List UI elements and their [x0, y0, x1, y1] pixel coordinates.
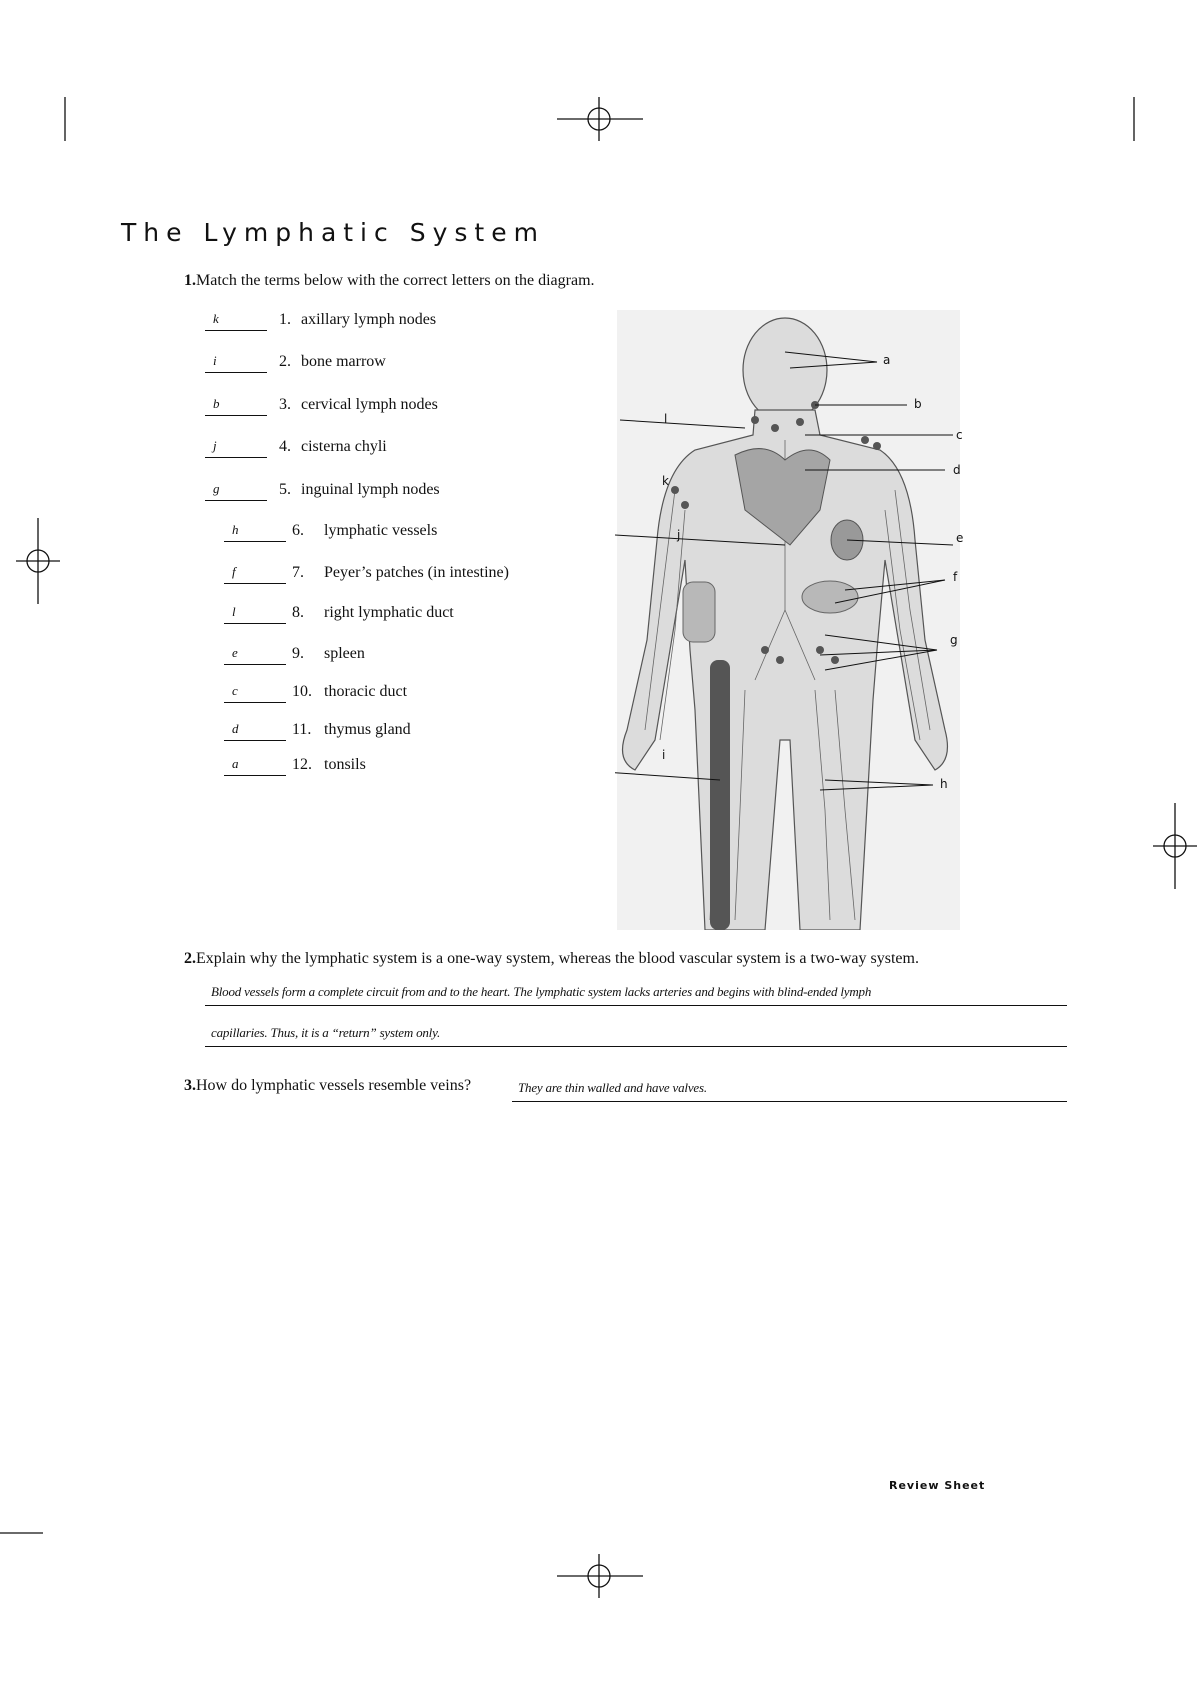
diagram-label-k: k [662, 474, 669, 488]
match-item [224, 683, 644, 705]
item-term: thoracic duct [324, 683, 408, 700]
answer-blank[interactable]: a [224, 756, 286, 776]
diagram-label-i: i [662, 748, 666, 762]
question-prompt: Match the terms below with the correct letters on the diagram. [196, 272, 595, 289]
answer-blank[interactable]: k [205, 311, 267, 331]
item-number: 3. [279, 396, 291, 413]
femur-bone [710, 660, 730, 930]
intestine [802, 581, 858, 613]
diagram-label-g: g [950, 633, 958, 647]
question-number: 2. [184, 950, 196, 967]
item-term: thymus gland [324, 721, 411, 738]
diagram-label-l: l [664, 412, 668, 426]
question-prompt: How do lymphatic vessels resemble veins? [196, 1077, 472, 1094]
colon [683, 582, 715, 642]
item-term: tonsils [324, 756, 366, 773]
item-term: spleen [324, 645, 365, 662]
match-item [205, 438, 625, 460]
item-number: 9. [292, 645, 304, 662]
registration-mark-bottom [557, 1554, 643, 1598]
match-item [205, 481, 625, 503]
answer-line-q2-2[interactable]: capillaries. Thus, it is a “return” system only. [205, 1025, 1067, 1047]
footer-review-sheet: Review Sheet [889, 1479, 986, 1492]
answer-blank[interactable]: f [224, 564, 286, 584]
answer-blank[interactable]: l [224, 604, 286, 624]
answer-blank[interactable]: e [224, 645, 286, 665]
item-number: 7. [292, 564, 304, 581]
diagram-label-d: d [953, 463, 961, 477]
answer-blank[interactable]: i [205, 353, 267, 373]
item-term: cervical lymph nodes [301, 396, 438, 413]
diagram-label-b: b [914, 397, 922, 411]
item-number: 11. [292, 721, 312, 738]
match-item [224, 522, 644, 544]
diagram-label-j: j [677, 528, 681, 542]
item-term: cisterna chyli [301, 438, 387, 455]
question-1 [184, 272, 595, 290]
page-title: The Lymphatic System [121, 218, 545, 247]
item-number: 4. [279, 438, 291, 455]
answer-blank[interactable]: j [205, 438, 267, 458]
item-number: 6. [292, 522, 304, 539]
item-number: 2. [279, 353, 291, 370]
registration-mark-left [16, 518, 60, 604]
diagram-label-e: e [956, 531, 964, 545]
match-item [205, 396, 625, 418]
answer-blank[interactable]: g [205, 481, 267, 501]
question-prompt: Explain why the lymphatic system is a one-way system, whereas the blood vascular system is a two-way system. [196, 950, 919, 967]
answer-blank[interactable]: c [224, 683, 286, 703]
item-term: right lymphatic duct [324, 604, 454, 621]
answer-blank[interactable]: h [224, 522, 286, 542]
item-number: 10. [292, 683, 312, 700]
match-item [224, 604, 644, 626]
question-number: 1. [184, 272, 196, 289]
question-number: 3. [184, 1077, 196, 1094]
match-item [205, 311, 625, 333]
match-item [205, 353, 625, 375]
item-number: 5. [279, 481, 291, 498]
diagram-label-f: f [953, 570, 958, 584]
item-term: axillary lymph nodes [301, 311, 437, 328]
diagram-label-h: h [940, 777, 948, 791]
item-term: bone marrow [301, 353, 386, 370]
item-term: lymphatic vessels [324, 522, 438, 539]
registration-mark-right [1153, 803, 1197, 889]
lymphatic-system-diagram [615, 310, 965, 930]
diagram-label-c: c [956, 428, 963, 442]
match-item [224, 756, 644, 778]
question-3 [184, 1077, 471, 1095]
match-item [224, 564, 644, 586]
match-item [224, 721, 644, 743]
diagram-label-a: a [883, 353, 891, 367]
answer-blank[interactable]: d [224, 721, 286, 741]
item-number: 1. [279, 311, 291, 328]
registration-mark-top [557, 97, 643, 141]
question-2 [184, 950, 919, 968]
item-number: 12. [292, 756, 312, 773]
item-term: Peyer’s patches (in intestine) [324, 564, 509, 581]
match-item [224, 645, 644, 667]
answer-blank[interactable]: b [205, 396, 267, 416]
item-number: 8. [292, 604, 304, 621]
answer-line-q2-1[interactable]: Blood vessels form a complete circuit from and to the heart. The lymphatic system lacks arteries and begins with blind-ended lymph [205, 984, 1067, 1006]
answer-line-q3[interactable]: They are thin walled and have valves. [512, 1080, 1067, 1102]
item-term: inguinal lymph nodes [301, 481, 440, 498]
